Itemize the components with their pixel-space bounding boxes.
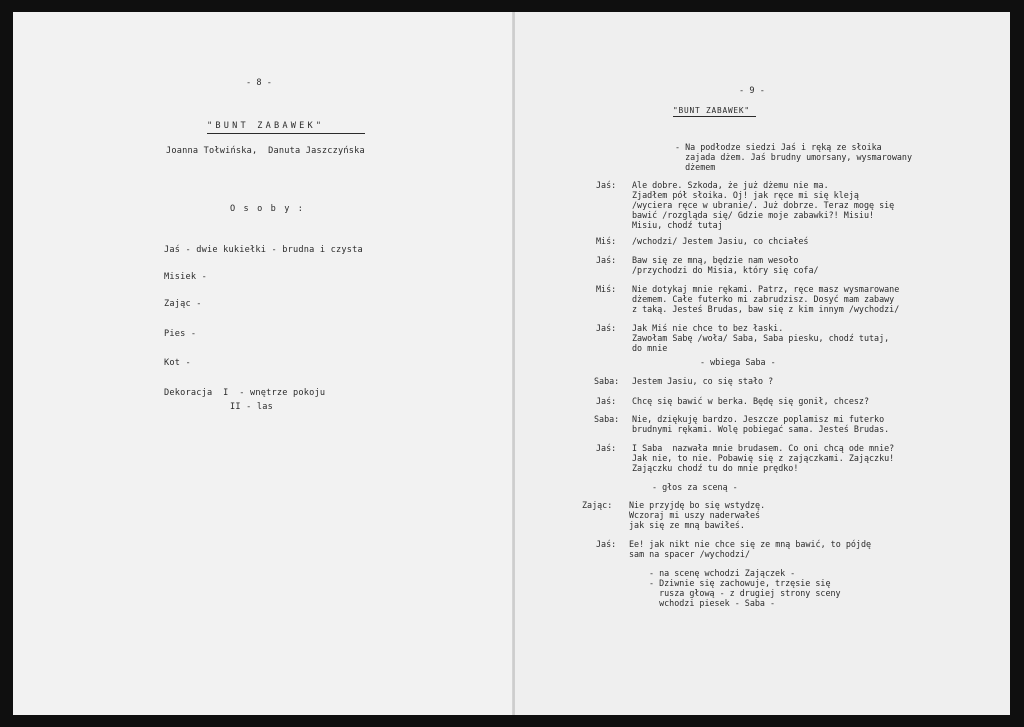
speaker: Miś:: [596, 284, 617, 294]
dialogue-line: I Saba nazwała mnie brudasem. Co oni chcą ode mnie? Jak nie, to nie. Pobawię się z zajączkami. Zajączku! Zajączku chodź tu do mnie prędko!: [632, 443, 895, 473]
dialogue-line: Jak Miś nie chce to bez łaski. Zawołam Sabę /woła/ Saba, Saba piesku, chodź tutaj, do mnie: [632, 323, 890, 353]
speaker: Jaś:: [596, 396, 617, 406]
title-underline: [673, 116, 756, 117]
stage-direction: - głos za sceną -: [652, 482, 738, 492]
stage-direction: - na scenę wchodzi Zajączek - - Dziwnie się zachowuje, trzęsie się rusza głową - z drugiej strony sceny wchodzi piesek - Saba -: [649, 568, 841, 608]
decoration-line: Dekoracja I - wnętrze pokoju: [164, 388, 326, 398]
dialogue-line: Baw się ze mną, będzie nam wesoło /przychodzi do Misia, który się cofa/: [632, 255, 819, 275]
stage-direction: - wbiega Saba -: [700, 357, 776, 367]
cast-item: Kot -: [164, 358, 191, 368]
speaker: Jaś:: [596, 323, 617, 333]
speaker: Jaś:: [596, 443, 617, 453]
speaker: Saba:: [594, 414, 620, 424]
cast-item: Zając -: [164, 299, 202, 309]
play-title: "BUNT ZABAWEK": [207, 121, 325, 131]
dialogue-line: Nie przyjdę bo się wstydzę. Wczoraj mi uszy naderwałeś jak się ze mną bawiłeś.: [629, 500, 766, 530]
cast-item: Misiek -: [164, 272, 207, 282]
page-number: - 9 -: [739, 86, 765, 96]
cast-heading: O s o b y :: [230, 204, 305, 214]
dialogue-line: Chcę się bawić w berka. Będę się gonił, chcesz?: [632, 396, 869, 406]
title-underline: [207, 133, 365, 134]
cast-item: Jaś - dwie kukiełki - brudna i czysta: [164, 245, 363, 255]
speaker: Miś:: [596, 236, 617, 246]
speaker: Jaś:: [596, 180, 617, 190]
left-page: [13, 12, 513, 715]
dialogue-line: Jestem Jasiu, co się stało ?: [632, 376, 774, 386]
dialogue-line: /wchodzi/ Jestem Jasiu, co chciałeś: [632, 236, 809, 246]
speaker: Jaś:: [596, 539, 617, 549]
dialogue-line: Nie dotykaj mnie rękami. Patrz, ręce masz wysmarowane dżemem. Całe futerko mi zabrudzisz. Dosyć mam zabawy z taką. Jesteś Brudas, baw się z kim innym /wychodzi/: [632, 284, 900, 314]
cast-item: Pies -: [164, 329, 197, 339]
speaker: Saba:: [594, 376, 620, 386]
dialogue-line: Nie, dziękuję bardzo. Jeszcze poplamisz mi futerko brudnymi rękami. Wolę pobiegać sama. Jesteś Brudas.: [632, 414, 890, 434]
booklet-spread: [13, 12, 1010, 715]
speaker: Jaś:: [596, 255, 617, 265]
play-title: "BUNT ZABAWEK": [673, 106, 750, 115]
decoration-line: II - las: [230, 402, 273, 412]
stage-direction: - Na podłodze siedzi Jaś i ręką ze słoika zajada dżem. Jaś brudny umorsany, wysmarowany dżemem: [675, 142, 912, 172]
speaker: Zając:: [582, 500, 613, 510]
page-number: - 8 -: [246, 78, 272, 88]
authors: Joanna Tołwińska, Danuta Jaszczyńska: [166, 146, 365, 156]
right-page: [515, 12, 1010, 715]
dialogue-line: Ale dobre. Szkoda, że już dżemu nie ma. Zjadłem pół słoika. Oj! jak ręce mi się kleją /wyciera ręce w ubranie/. Już dobrze. Teraz mogę się bawić /rozgląda się/ Gdzie moje zabawki?! Misiu! Misiu, chodź tutaj: [632, 180, 895, 230]
dialogue-line: Ee! jak nikt nie chce się ze mną bawić, to pójdę sam na spacer /wychodzi/: [629, 539, 872, 559]
